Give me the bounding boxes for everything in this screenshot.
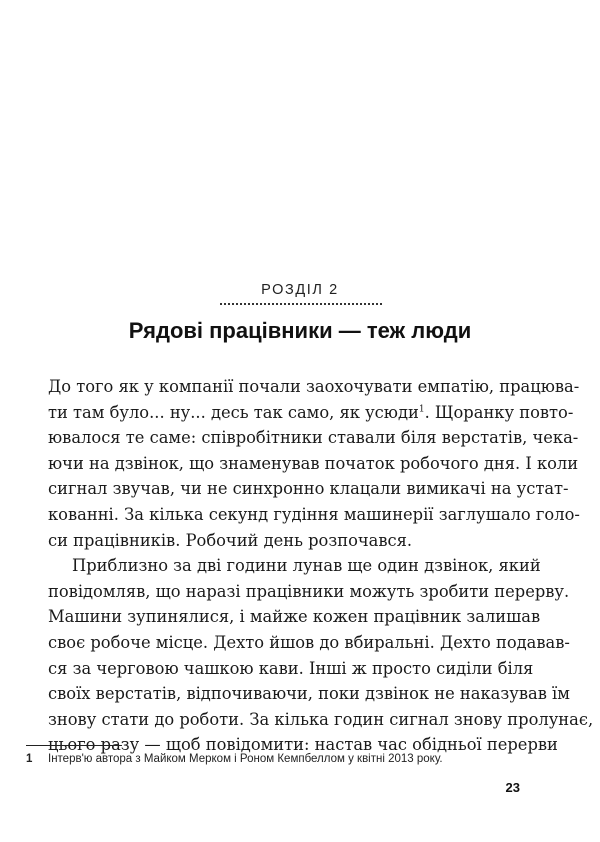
footnote-divider [26,745,122,746]
footnote-reference: 1 [418,404,425,415]
text-line: си працівників. Робочий день розпочався. [48,530,413,550]
text-line: ся за черговою чашкою кави. Інші ж просто сиділи біля [48,658,534,678]
text-line: Приблизно за дві години лунав ще один дзвінок, який [72,556,541,576]
text-segment: . Щоранку повто- [424,402,574,422]
text-line: своїх верстатів, відпочиваючи, поки дзвінок не наказував їм [48,684,570,704]
text-line: знову стати до роботи. За кілька годин сигнал знову пролунає, [48,709,594,729]
body-text [48,374,594,758]
footnote-marker: 1 [26,753,33,765]
text-line: сигнал звучав, чи не синхронно клацали вимикачі на устат- [48,479,569,499]
footnote-text: Інтерв'ю автора з Майком Мерком і Роном Кемпбеллом у квітні 2013 року. [48,753,443,765]
text-line [48,400,574,426]
footnote [26,753,526,765]
text-line: повідомляв, що наразі працівники можуть зробити перерву. [48,581,570,601]
text-line: кованні. За кілька секунд гудіння машинерії заглушало голо- [48,504,580,524]
text-line: ювалося те саме: співробітники ставали біля верстатів, чека- [48,428,579,448]
paragraph-1 [48,374,580,553]
text-line: Машини зупинялися, і майже кожен працівник залишав [48,607,541,627]
chapter-label: РОЗДІЛ 2 [261,282,339,298]
text-line: ючи на дзвінок, що знаменував початок робочого дня. І коли [48,453,579,473]
text-segment: ти там було... ну... десь так само, як усюди [48,402,419,422]
chapter-title: Рядові працівники — теж люди [128,318,472,343]
text-line: До того як у компанії почали заохочувати емпатію, працюва- [48,377,580,396]
text-line: своє робоче місце. Дехто йшов до вбиральні. Дехто подавав- [48,632,570,652]
page-number: 23 [505,780,520,795]
chapter-divider [220,303,382,305]
paragraph-2 [48,553,594,758]
text-line: цього разу — щоб повідомити: настав час обідньої перерви [48,735,558,755]
